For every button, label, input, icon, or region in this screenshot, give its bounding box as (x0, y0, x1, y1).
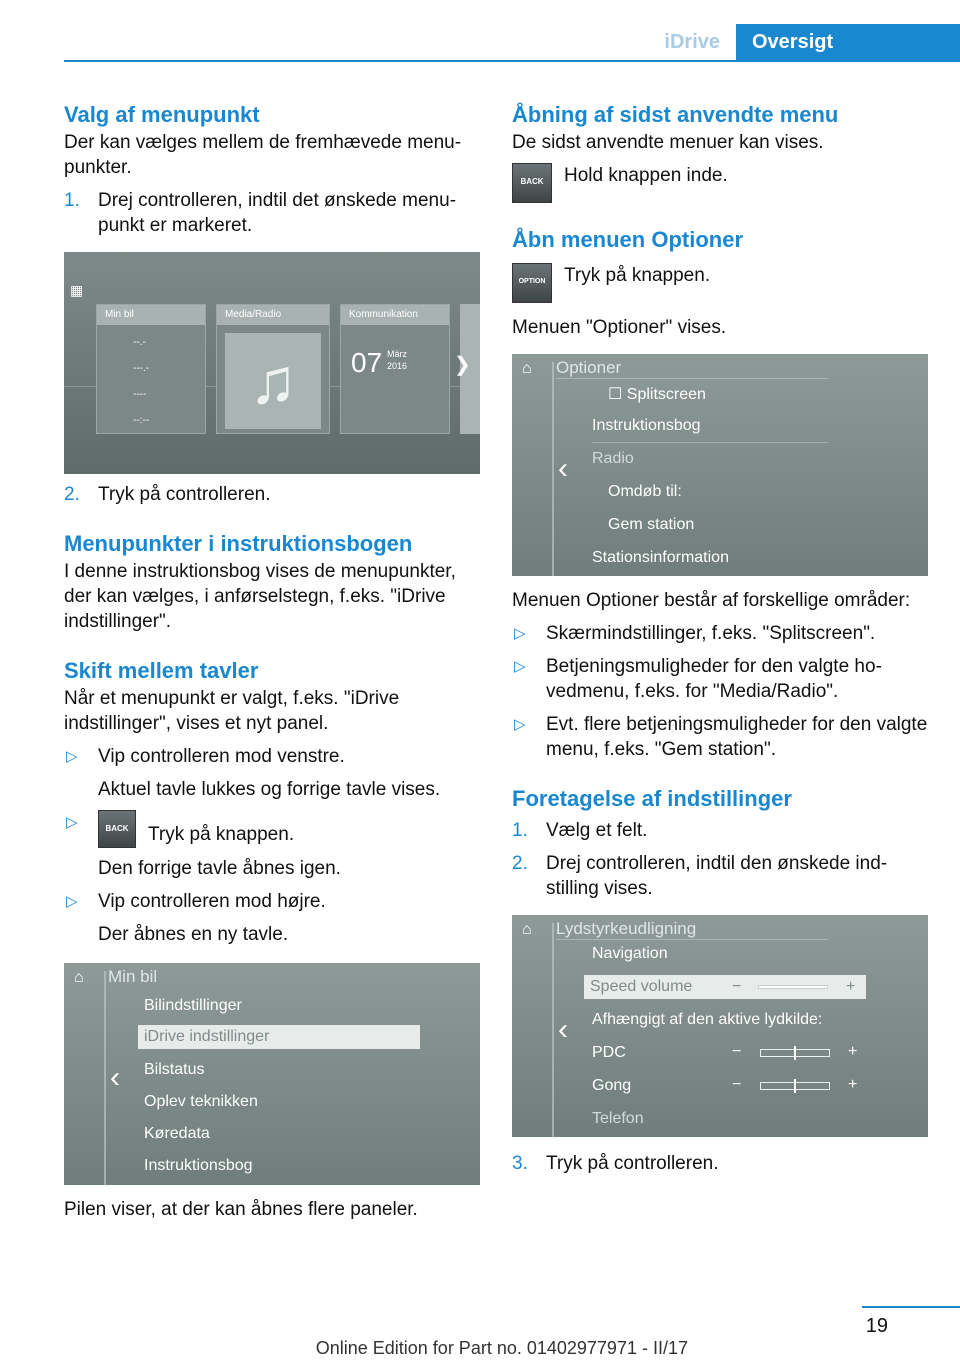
page-header (64, 24, 960, 62)
paragraph: Menuen "Optioner" vises. (512, 317, 727, 338)
left-column (64, 100, 482, 1222)
step-number: 2. (64, 484, 80, 505)
header-tab: Oversigt (736, 24, 960, 60)
home-icon: ⌂ (522, 921, 532, 938)
back-button-icon: BACK (512, 163, 552, 203)
triangle-bullet-icon: ▷ (514, 658, 526, 675)
paragraph: Når et menupunkt er valgt, f.eks. "iDrive indstillinger", vises et nyt panel. (64, 688, 400, 734)
speed-volume-row: Speed volume − + (584, 975, 866, 999)
paragraph: I denne instruktionsbog vises de menupunkter, der kan vælges, i anførselstegn, f.eks. "iDrive indstillinger". (64, 561, 456, 632)
back-button-icon: BACK (98, 810, 136, 848)
paragraph: Der kan vælges mellem de fremhævede menupunkter. (64, 132, 462, 178)
pdc-slider (760, 1049, 830, 1057)
triangle-bullet-icon: ▷ (514, 625, 526, 642)
chevron-left-icon: ‹ (110, 1061, 120, 1094)
list-item (64, 188, 482, 238)
tile-min-bil: Min bil --.- ---.- ---- --:-- (96, 304, 206, 434)
list-item: ▷ Skærmindstillinger, f.eks. "Splitscreen". (514, 623, 876, 644)
heading-optioner: Åbn menuen Optioner (512, 227, 743, 252)
list-item: ▷ Betjeningsmuligheder for den valgte hovedmenu, f.eks. for "Media/Radio". (514, 656, 882, 702)
home-icon: ⌂ (74, 969, 84, 986)
list-item: 3. Tryk på controlleren. (512, 1153, 719, 1174)
heading-menupunkter: Menupunkter i instruktionsbogen (64, 531, 413, 556)
paragraph: De sidst anvendte menuer kan vises. (512, 132, 824, 153)
tiles-icon: ▦ (70, 282, 84, 298)
list-item: 2. Drej controlleren, indtil den ønskede indstilling vises. (512, 853, 888, 899)
paragraph: Pilen viser, at der kan åbnes flere paneler. (64, 1199, 418, 1220)
footer-edition: Online Edition for Part no. 01402977971 - II/17 (315, 1338, 688, 1358)
min-bil-screenshot: ⌂ Min bil ‹ Bilindstillinger iDrive indstillinger Bilstatus Oplev teknikken Køredata Instruktionsbog (64, 963, 480, 1185)
option-button-icon: OPTION (512, 263, 552, 303)
heading-aabning: Åbning af sidst anvendte menu (512, 102, 839, 127)
triangle-bullet-icon: ▷ (66, 748, 78, 765)
heading-foretagelse: Foretagelse af indstillinger (512, 786, 792, 811)
triangle-bullet-icon: ▷ (66, 893, 78, 910)
tile-kommunikation: Kommunikation 07 März 2016 (340, 304, 450, 434)
heading-valg: Valg af menupunkt (64, 102, 260, 127)
heading-skift: Skift mellem tavler (64, 658, 259, 683)
optioner-screenshot: ⌂ Optioner ‹ ☐ Splitscreen Instruktionsbog Radio Omdøb til: Gem station Stationsinformation (512, 354, 928, 576)
list-item: 1. Vælg et felt. (512, 820, 648, 841)
step-number: 1. (64, 190, 80, 211)
triangle-bullet-icon: ▷ (514, 716, 526, 733)
chevron-left-icon: ‹ (558, 452, 568, 485)
list-item: ▷ BACK Tryk på knappen. Den forrige tavle åbnes igen. (64, 810, 482, 881)
header-section: iDrive (664, 31, 720, 53)
list-item: ▷ Vip controlleren mod højre. Der åbnes en ny tavle. (66, 891, 326, 945)
lydstyrke-screenshot: ⌂ Lydstyrkeudligning ‹ Navigation Speed volume − + Afhængigt af den aktive lydkilde: PDC − + Gong − + Telefon (512, 915, 928, 1137)
gong-slider (760, 1082, 830, 1090)
list-item: ▷ Vip controlleren mod venstre. Aktuel tavle lukkes og forrige tavle vises. (66, 746, 441, 800)
step-text: Drej controlleren, indtil det ønskede menupunkt er markeret. (98, 190, 457, 236)
list-item: ▷ Evt. flere betjeningsmuligheder for den valgte menu, f.eks. "Gem station". (514, 714, 928, 760)
music-note-icon: ♫ (225, 333, 321, 429)
tile-media-radio: Media/Radio ♫ (216, 304, 330, 434)
dashboard-screenshot (64, 252, 480, 474)
option-instruction: OPTION Tryk på knappen. (512, 263, 930, 303)
chevron-right-icon: ❯ (454, 354, 471, 376)
paragraph: Menuen Optioner består af forskellige områder: (512, 590, 911, 611)
triangle-bullet-icon: ▷ (66, 814, 78, 831)
step-text: Tryk på controlleren. (98, 484, 271, 505)
chevron-left-icon: ‹ (558, 1013, 568, 1046)
list-item (64, 482, 482, 507)
back-instruction: BACK Hold knappen inde. (512, 163, 930, 203)
right-column (512, 100, 930, 1176)
home-icon: ⌂ (522, 360, 532, 377)
page-number: 19 (865, 1315, 888, 1337)
